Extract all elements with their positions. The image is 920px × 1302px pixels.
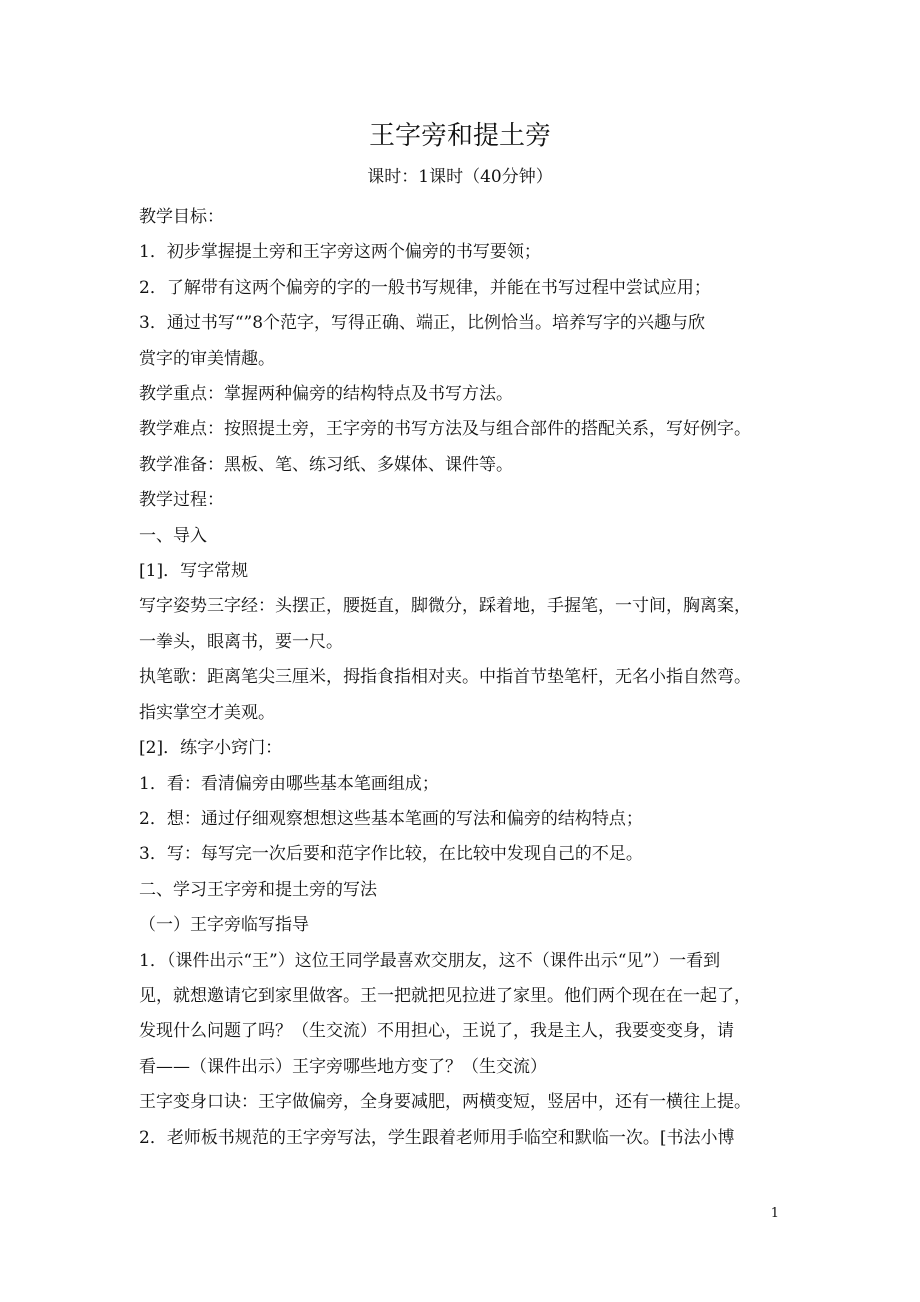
text-line: 教学准备：黑板、笔、练习纸、多媒体、课件等。 [139, 454, 513, 475]
text-line: 见，就想邀请它到家里做客。王一把就把见拉进了家里。他们两个现在在一起了， [139, 985, 751, 1006]
page-number: 1 [770, 1206, 779, 1221]
text-line: 看——（课件出示）王字旁哪些地方变了？（生交流） [139, 1056, 547, 1077]
text-line: [1]．写字常规 [139, 561, 249, 582]
text-line: 3．通过书写“”8个范字，写得正确、端正，比例恰当。培养写字的兴趣与欣 [139, 313, 706, 334]
text-line: 一拳头，眼离书，要一尺。 [139, 631, 343, 652]
text-line: 二、学习王字旁和提土旁的写法 [139, 879, 377, 900]
document-body [139, 200, 789, 1156]
text-line: 教学难点：按照提土旁，王字旁的书写方法及与组合部件的搭配关系，写好例字。 [139, 419, 751, 440]
document-title: 王字旁和提土旁 [368, 121, 551, 151]
text-line: 执笔歌：距离笔尖三厘米，拇指食指相对夹。中指首节垫笔杆，无名小指自然弯。 [139, 667, 751, 688]
lesson-duration: 课时：1课时（40分钟） [367, 167, 553, 187]
text-line: 写字姿势三字经：头摆正，腰挺直，脚微分，踩着地，手握笔，一寸间，胸离案， [139, 596, 751, 617]
text-line: （一）王字旁临写指导 [139, 915, 309, 936]
text-line: 2．老师板书规范的王字旁写法，学生跟着老师用手临空和默临一次。[书法小博 [139, 1127, 735, 1148]
text-line: 3．写：每写完一次后要和范字作比较，在比较中发现自己的不足。 [139, 844, 643, 865]
text-line: 一、导入 [139, 525, 207, 546]
text-line: [2]．练字小窍门： [139, 738, 283, 759]
text-line: 1．（课件出示“王”）这位王同学最喜欢交朋友，这不（课件出示“见”）一看到 [139, 950, 721, 971]
text-line: 发现什么问题了吗？（生交流）不用担心，王说了，我是主人，我要变变身，请 [139, 1021, 734, 1042]
text-line: 指实掌空才美观。 [139, 702, 275, 723]
text-line: 1．看：看清偏旁由哪些基本笔画组成； [139, 773, 439, 794]
text-line: 教学目标： [139, 207, 224, 227]
text-line: 教学过程： [139, 490, 224, 511]
text-line: 1．初步掌握提土旁和王字旁这两个偏旁的书写要领； [139, 242, 541, 263]
text-line: 教学重点：掌握两种偏旁的结构特点及书写方法。 [139, 384, 513, 405]
text-line: 赏字的审美情趣。 [139, 348, 275, 369]
text-line: 2．了解带有这两个偏旁的字的一般书写规律，并能在书写过程中尝试应用； [139, 277, 711, 298]
text-line: 2．想：通过仔细观察想想这些基本笔画的写法和偏旁的结构特点； [139, 808, 643, 829]
text-line: 王字变身口诀：王字做偏旁，全身要减肥，两横变短，竖居中，还有一横往上提。 [139, 1092, 751, 1113]
